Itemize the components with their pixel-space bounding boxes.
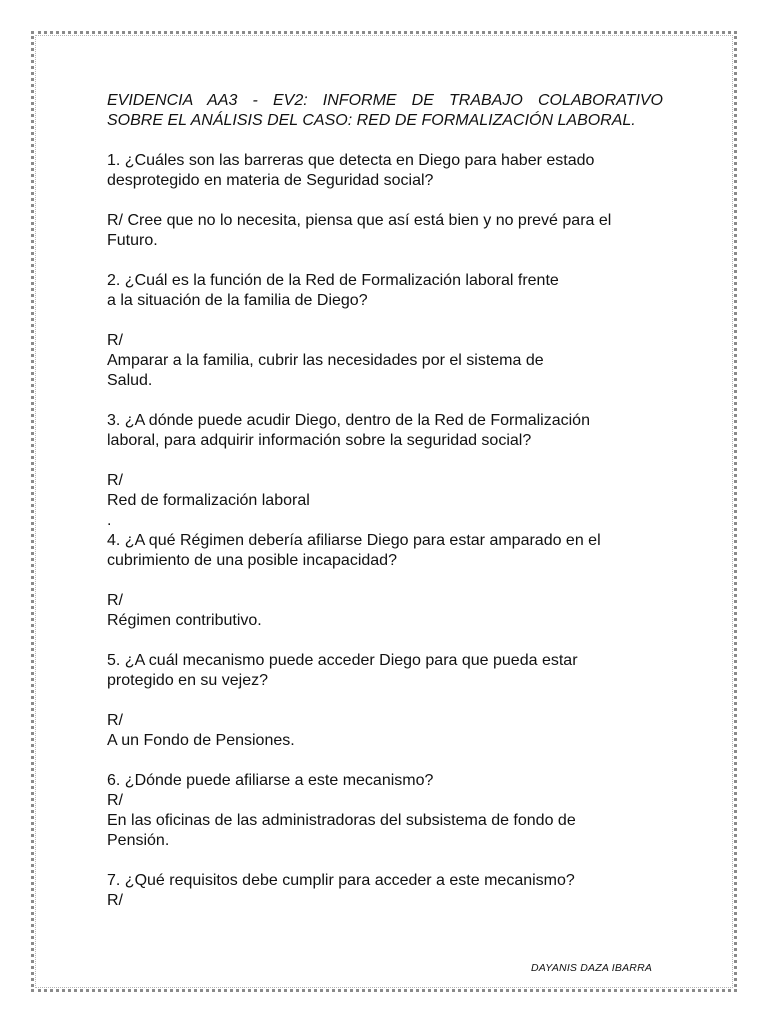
text-line: laboral, para adquirir información sobre la seguridad social? (107, 432, 532, 449)
text-line: R/ (107, 592, 123, 609)
text-block (107, 151, 663, 191)
text-block (107, 271, 663, 311)
text-line: R/ (107, 792, 123, 809)
text-line: Amparar a la familia, cubrir las necesidades por el sistema de (107, 352, 544, 369)
text-block (107, 711, 663, 751)
text-line: . (107, 512, 112, 529)
text-block (107, 471, 663, 531)
title-line: SOBRE EL ANÁLISIS DEL CASO: RED DE FORMALIZACIÓN LABORAL. (107, 112, 636, 129)
text-block (107, 411, 663, 451)
text-line: cubrimiento de una posible incapacidad? (107, 552, 397, 569)
text-line: A un Fondo de Pensiones. (107, 732, 295, 749)
text-line: Pensión. (107, 832, 170, 849)
text-block (107, 211, 663, 251)
text-line: Salud. (107, 372, 153, 389)
document-body (107, 91, 663, 931)
question-answer-list (107, 151, 663, 911)
text-line: 6. ¿Dónde puede afiliarse a este mecanismo? (107, 772, 434, 789)
text-block (107, 771, 663, 851)
text-line: R/ (107, 472, 123, 489)
text-block (107, 331, 663, 391)
text-line: 7. ¿Qué requisitos debe cumplir para acceder a este mecanismo? (107, 872, 575, 889)
text-block (107, 871, 663, 911)
text-block (107, 651, 663, 691)
text-block (107, 531, 663, 571)
text-line: protegido en su vejez? (107, 672, 268, 689)
document-title (107, 91, 663, 131)
text-line: Futuro. (107, 232, 158, 249)
text-line: R/ Cree que no lo necesita, piensa que así está bien y no prevé para el (107, 212, 612, 229)
text-line: a la situación de la familia de Diego? (107, 292, 368, 309)
text-line: 4. ¿A qué Régimen debería afiliarse Diego para estar amparado en el (107, 532, 601, 549)
text-line: R/ (107, 892, 123, 909)
text-line: 5. ¿A cuál mecanismo puede acceder Diego para que pueda estar (107, 652, 578, 669)
text-line: R/ (107, 332, 123, 349)
text-line: 3. ¿A dónde puede acudir Diego, dentro de la Red de Formalización (107, 412, 590, 429)
text-line: desprotegido en materia de Seguridad social? (107, 172, 434, 189)
text-line: Régimen contributivo. (107, 612, 262, 629)
title-line: EVIDENCIA AA3 - EV2: INFORME DE TRABAJO COLABORATIVO (107, 92, 663, 109)
text-line: 2. ¿Cuál es la función de la Red de Formalización laboral frente (107, 272, 559, 289)
author-footer: DAYANIS DAZA IBARRA (531, 962, 653, 974)
text-line: Red de formalización laboral (107, 492, 310, 509)
text-line: En las oficinas de las administradoras del subsistema de fondo de (107, 812, 576, 829)
text-line: 1. ¿Cuáles son las barreras que detecta en Diego para haber estado (107, 152, 595, 169)
text-line: R/ (107, 712, 123, 729)
text-block (107, 591, 663, 631)
